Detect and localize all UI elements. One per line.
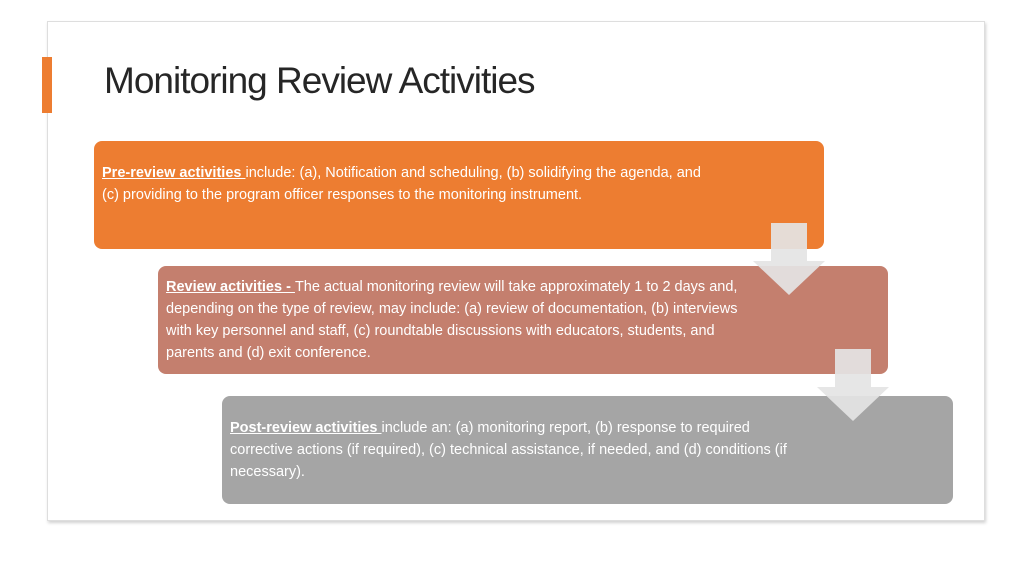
pre-review-description: include: (a), Notification and scheduling, (b) solidifying the agenda, and (c) providing to the program officer responses to the monitoring instrument.	[102, 165, 701, 203]
review-text	[166, 276, 756, 364]
down-arrow-icon	[753, 223, 825, 295]
slide-title: Monitoring Review Activities	[104, 60, 535, 101]
title-accent-bar	[42, 57, 52, 113]
down-arrow-icon	[817, 349, 889, 421]
post-review-description: include an: (a) monitoring report, (b) response to required corrective actions (if required), (c) technical assistance, if needed, and (d) conditions (if necessary).	[230, 420, 787, 480]
post-review-text	[230, 417, 790, 483]
review-description: The actual monitoring review will take approximately 1 to 2 days and, depending on the type of review, may include: (a) review of documentation, (b) interviews with key personnel and staff, (c) roundtable discussions with educators, students, and parents and (d) exit conference.	[166, 279, 738, 361]
post-review-heading: Post-review activities	[230, 420, 382, 436]
pre-review-text	[102, 162, 702, 206]
pre-review-box	[94, 141, 824, 249]
review-heading: Review activities -	[166, 279, 295, 295]
pre-review-heading: Pre-review activities	[102, 165, 246, 181]
